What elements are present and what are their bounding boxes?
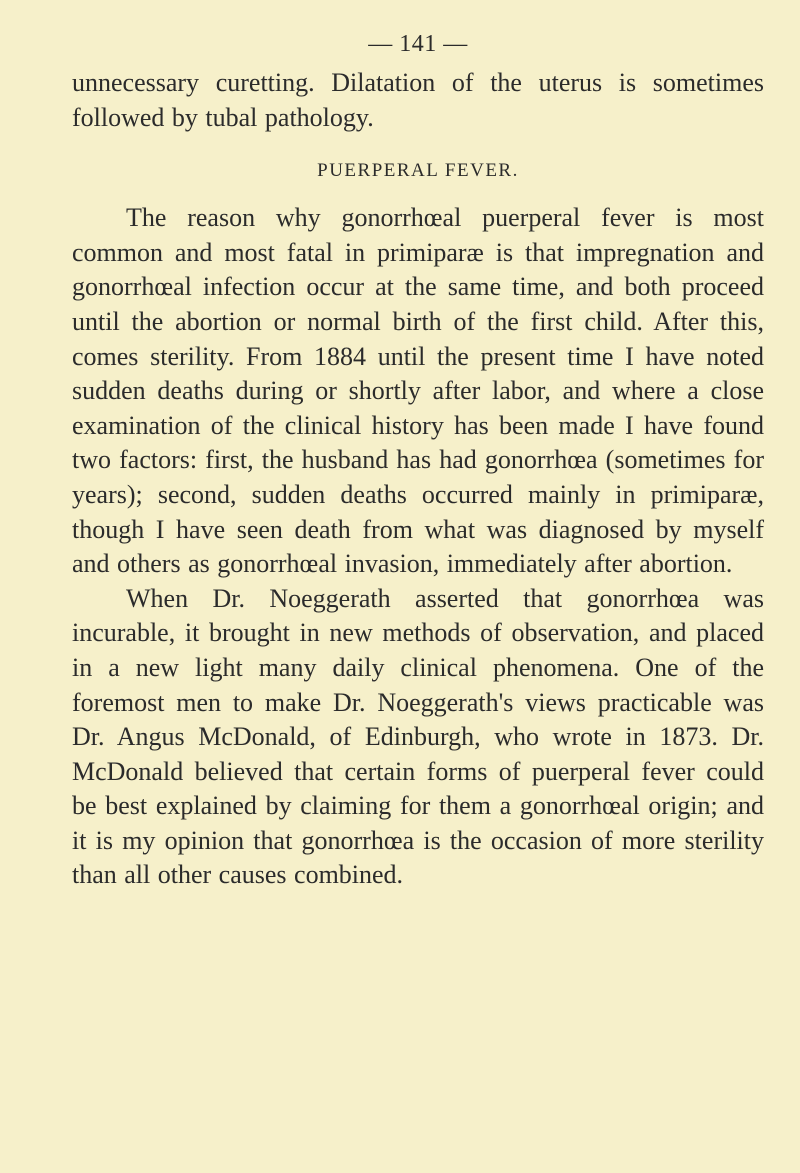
opening-paragraph: unnecessary curetting. Dilatation of the uterus is sometimes followed by tubal pathology. [72,68,764,132]
body-paragraph-1: The reason why gonorrhœal puerperal fever is most common and most fatal in primiparæ is that impregnation and gonorrhœal infection occur at the same time, and both proceed until the abortion or normal birth of the first child. After this, comes sterility. From 1884 until the present time I have noted sudden deaths during or shortly after labor, and where a close examination of the clinical history has been made I have found two factors: first, the husband has had gonorrhœa (sometimes for years); second, sudden deaths occurred mainly in primiparæ, though I have seen death from what was diagnosed by myself and others as gonorrhœal invasion, immediately after abortion. [72,203,764,579]
page-number: — 141 — [368,31,468,57]
document-page [72,28,764,893]
section-heading: PUERPERAL FEVER. [317,160,519,182]
body-paragraph-2: When Dr. Noeggerath asserted that gonorrhœa was incurable, it brought in new methods of observation, and placed in a new light many daily clinical phenomena. One of the foremost men to make Dr. Noeggerath's views practicable was Dr. Angus McDonald, of Edinburgh, who wrote in 1873. Dr. McDonald believed that certain forms of puerperal fever could be best explained by claiming for them a gonorrhœal origin; and it is my opinion that gonorrhœa is the occasion of more sterility than all other causes combined. [72,583,764,890]
